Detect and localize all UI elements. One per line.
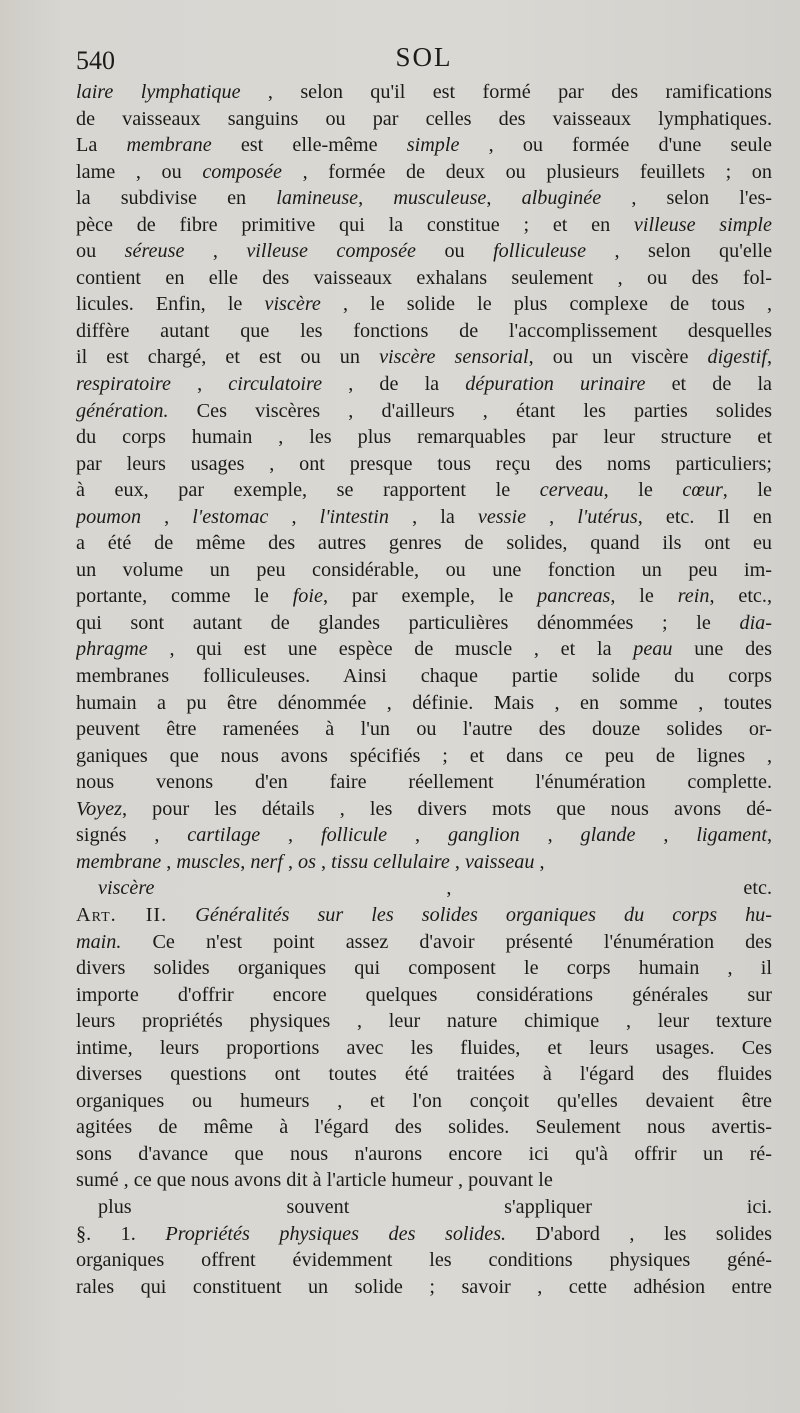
text-line — [76, 106, 772, 133]
italic-term: l'estomac — [192, 505, 269, 528]
text-run: plus souvent s'appliquer ici. — [98, 1195, 772, 1218]
italic-term: composée — [202, 160, 282, 183]
text-line — [76, 1035, 772, 1062]
text-run: il est chargé, et est ou un — [76, 346, 380, 369]
text-run: , qui est une espèce de muscle , et la — [147, 638, 634, 661]
text-line — [76, 185, 772, 212]
text-line — [76, 610, 772, 637]
text-run: , — [486, 187, 522, 210]
italic-term: nerf — [250, 850, 283, 873]
italic-term: cartilage — [187, 824, 261, 847]
text-line — [76, 1008, 772, 1035]
text-run: agitées de même à l'égard des solides. Seulement nous avertis- — [76, 1116, 772, 1139]
text-line — [76, 769, 772, 796]
italic-term: poumon — [76, 505, 142, 528]
text-run: , pour les détails , les divers mots que nous avons dé- — [121, 797, 772, 820]
text-line — [76, 1114, 772, 1141]
text-line — [76, 1247, 772, 1274]
text-run: , la — [388, 505, 478, 528]
italic-term: respiratoire — [76, 373, 171, 396]
text-run: a été de même des autres genres de solides, quand ils ont eu — [76, 532, 772, 555]
page-number: 540 — [76, 46, 115, 75]
text-run: , — [141, 505, 193, 528]
text-line — [76, 398, 772, 425]
text-run: membranes folliculeuses. Ainsi chaque partie solide du corps — [76, 665, 772, 688]
italic-term: viscère — [98, 877, 155, 900]
text-run: , etc. Il en — [637, 505, 772, 528]
text-run: sons d'avance que nous n'aurons encore ici qu'à offrir un ré- — [76, 1142, 772, 1165]
text-run: , — [766, 824, 772, 847]
text-run: , — [534, 850, 545, 873]
text-run: signés , — [76, 824, 188, 847]
italic-term: muscles — [176, 850, 241, 873]
text-run: ou — [76, 240, 125, 263]
text-run: peuvent être ramenées à l'un ou l'autre des douze solides or- — [76, 718, 772, 741]
text-run: diverses questions ont toutes été traitées à l'égard des fluides — [76, 1063, 772, 1086]
text-line — [76, 743, 772, 770]
text-run: et de la — [645, 373, 772, 396]
text-line — [76, 318, 772, 345]
text-run: , etc. — [154, 877, 772, 900]
text-run: , — [161, 850, 177, 873]
text-line — [76, 291, 772, 318]
running-title: SOL — [395, 42, 453, 72]
text-run: un volume un peu considérable, ou une fonction un peu im- — [76, 558, 772, 581]
text-run: , le — [603, 479, 683, 502]
text-run: organiques offrent évidemment les conditions physiques géné- — [76, 1249, 772, 1272]
text-run: la subdivise en — [76, 187, 277, 210]
text-run: , par exemple, le — [322, 585, 538, 608]
text-line — [76, 902, 772, 929]
italic-term: Voyez — [76, 797, 122, 820]
text-run: , — [519, 824, 581, 847]
text-run: leurs propriétés physiques , leur nature chimique , leur texture — [76, 1010, 772, 1033]
text-run: Ces viscères , d'ailleurs , étant les parties solides — [168, 399, 772, 422]
text-run: ganiques que nous avons spécifiés ; et dans ce peu de lignes , — [76, 744, 772, 767]
italic-term: rein — [677, 585, 710, 608]
text-line — [76, 849, 772, 876]
text-run: une des — [672, 638, 772, 661]
text-run: , le solide le plus complexe de tous , — [320, 293, 772, 316]
text-line — [76, 663, 772, 690]
text-line — [76, 875, 772, 902]
text-line — [76, 212, 772, 239]
text-line — [76, 504, 772, 531]
italic-term: Généralités sur les solides organiques du corps hu- — [195, 903, 772, 926]
italic-term: viscère sensorial — [379, 346, 529, 369]
text-run: , ou formée d'une seule — [459, 134, 772, 157]
italic-term: simple — [406, 134, 460, 157]
text-run: importe d'offrir encore quelques considérations générales sur — [76, 983, 772, 1006]
text-line — [76, 1167, 772, 1194]
text-run: du corps humain , les plus remarquables par leur structure et — [76, 426, 772, 449]
text-run: §. 1. — [76, 1222, 166, 1245]
text-line — [76, 477, 772, 504]
italic-term: vaisseau — [464, 850, 535, 873]
text-run: , — [268, 505, 320, 528]
text-run: contient en elle des vaisseaux exhalans seulement , ou des fol- — [76, 266, 772, 289]
text-line — [76, 79, 772, 106]
text-line — [76, 344, 772, 371]
text-line — [76, 929, 772, 956]
italic-term: main. — [76, 930, 122, 953]
text-line — [76, 1221, 772, 1248]
text-line — [76, 1061, 772, 1088]
text-line — [76, 265, 772, 292]
text-line — [76, 159, 772, 186]
text-run: , selon l'es- — [601, 187, 772, 210]
text-run: à eux, par exemple, se rapportent le — [76, 479, 540, 502]
text-line — [76, 1088, 772, 1115]
text-line — [76, 1141, 772, 1168]
text-run: , — [387, 824, 448, 847]
text-run: Art. II. — [76, 903, 168, 926]
text-line — [76, 822, 772, 849]
text-run: diffère autant que les fonctions de l'accomplissement desquelles — [76, 319, 772, 342]
text-run: , selon qu'elle — [586, 240, 772, 263]
text-line — [76, 716, 772, 743]
text-line — [76, 530, 772, 557]
italic-term: peau — [633, 638, 673, 661]
text-run: ou — [416, 240, 494, 263]
italic-term: génération. — [76, 399, 169, 422]
italic-term: séreuse — [124, 240, 185, 263]
text-run: , de la — [322, 373, 466, 396]
italic-term: vessie — [477, 505, 527, 528]
text-run: , selon qu'il est formé par des ramifications — [240, 81, 772, 103]
text-run: est elle-même — [211, 134, 407, 157]
italic-term: ganglion — [447, 824, 520, 847]
text-run: nous venons d'en faire réellement l'énumération complette. — [76, 771, 772, 794]
text-run: licules. Enfin, le — [76, 293, 265, 316]
italic-term: membrane — [126, 134, 212, 157]
text-line — [76, 451, 772, 478]
text-run: , le — [610, 585, 678, 608]
text-line — [76, 1274, 772, 1301]
italic-term: folliculeuse — [493, 240, 587, 263]
italic-term: villeuse composée — [246, 240, 417, 263]
text-run: La — [76, 134, 127, 157]
italic-term: pancreas — [537, 585, 611, 608]
italic-term: l'intestin — [319, 505, 389, 528]
text-run: intime, leurs proportions avec les fluides, et leurs usages. Ces — [76, 1036, 772, 1059]
text-run: Ce n'est point assez d'avoir présenté l'énumération des — [121, 930, 772, 953]
italic-term: dia- — [739, 611, 772, 634]
text-run: de vaisseaux sanguins ou par celles des vaisseaux lymphatiques. — [76, 107, 772, 130]
body-text — [76, 79, 772, 1300]
italic-term: cœur — [682, 479, 723, 502]
italic-term: ligament — [696, 824, 767, 847]
text-line — [76, 238, 772, 265]
text-run: humain a pu être dénommée , définie. Mais , en somme , toutes — [76, 691, 772, 714]
text-run: , — [635, 824, 697, 847]
italic-term: villeuse simple — [633, 213, 772, 236]
text-line — [76, 583, 772, 610]
italic-term: musculeuse — [393, 187, 487, 210]
text-run: , ou un viscère — [528, 346, 708, 369]
italic-term: phragme — [76, 638, 148, 661]
text-run: sumé , ce que nous avons dit à l'article humeur , pouvant le — [76, 1169, 553, 1192]
text-run: , — [184, 240, 247, 263]
text-line — [76, 636, 772, 663]
italic-term: tissu cellulaire — [331, 850, 450, 873]
italic-term: albuginée — [521, 187, 602, 210]
text-line — [76, 424, 772, 451]
italic-term: viscère — [264, 293, 321, 316]
text-run: organiques ou humeurs , et l'on conçoit qu'elles devaient être — [76, 1089, 772, 1112]
italic-term: circulatoire — [228, 373, 323, 396]
italic-term: lamineuse — [276, 187, 359, 210]
text-run: , — [358, 187, 394, 210]
italic-term: l'utérus — [577, 505, 638, 528]
text-line — [76, 371, 772, 398]
text-run: , etc., — [709, 585, 772, 608]
italic-term: cerveau — [539, 479, 604, 502]
italic-term: Propriétés physiques des solides. — [165, 1222, 507, 1245]
text-run: qui sont autant de glandes particulières dénommées ; le — [76, 611, 740, 634]
text-run: , — [170, 373, 229, 396]
text-run: , formée de deux ou plusieurs feuillets ; on — [281, 160, 772, 183]
text-line — [76, 690, 772, 717]
text-line — [76, 557, 772, 584]
italic-term: membrane — [76, 850, 162, 873]
italic-term: foie — [292, 585, 323, 608]
page-header — [76, 42, 772, 78]
italic-term: follicule — [320, 824, 388, 847]
text-line — [76, 955, 772, 982]
text-run: rales qui constituent un solide ; savoir , cette adhésion entre — [76, 1275, 772, 1298]
text-run: D'abord , les solides — [506, 1222, 772, 1245]
text-run — [167, 904, 195, 926]
text-run: , — [526, 505, 578, 528]
italic-term: laire lymphatique — [76, 81, 241, 103]
text-line — [76, 796, 772, 823]
text-line — [76, 1194, 772, 1221]
text-run: , le — [722, 479, 772, 502]
text-run: par leurs usages , ont presque tous reçu des noms particuliers; — [76, 452, 772, 475]
text-run: , — [449, 850, 465, 873]
text-run: portante, comme le — [76, 585, 293, 608]
italic-term: digestif — [707, 346, 767, 369]
text-line — [76, 982, 772, 1009]
italic-term: os — [298, 850, 316, 873]
text-line — [76, 132, 772, 159]
text-run: pèce de fibre primitive qui la constitue ; et en — [76, 213, 634, 236]
text-run: , — [260, 824, 321, 847]
italic-term: dépuration urinaire — [465, 373, 646, 396]
text-run: lame , ou — [76, 160, 203, 183]
text-run: , — [282, 850, 299, 873]
italic-term: glande — [580, 824, 636, 847]
text-run: , — [240, 850, 251, 873]
text-run: , — [316, 850, 332, 873]
text-run: , — [766, 346, 772, 369]
text-run: divers solides organiques qui composent le corps humain , il — [76, 957, 772, 980]
